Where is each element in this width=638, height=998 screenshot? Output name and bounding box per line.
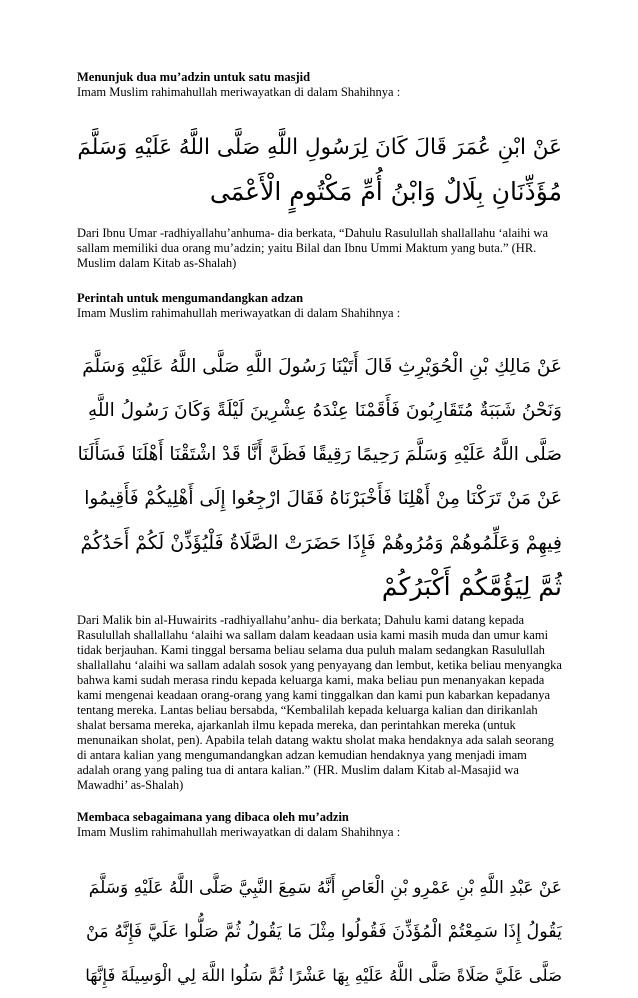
section-adzan-command	[77, 291, 562, 793]
arabic-line: عَنْ مَالِكِ بْنِ الْحُوَيْرِثِ قَالَ أَتَيْنَا رَسُولَ اللَّهِ صَلَّى اللَّهُ عَلَيْهِ وَسَلَّمَ	[82, 356, 562, 377]
section-heading: Perintah untuk mengumandangkan adzan	[77, 291, 304, 305]
section-intro: Imam Muslim rahimahullah meriwayatkan di dalam Shahihnya :	[77, 825, 401, 839]
hadith-arabic-text	[77, 126, 562, 214]
arabic-line: صَلَّى عَلَيَّ صَلَاةً صَلَّى اللَّهُ عَلَيْهِ بِهَا عَشْرًا ثُمَّ سَلُوا اللَّهَ لِي الْوَسِيلَةَ فَإِنَّهَا	[85, 966, 562, 985]
arabic-line: صَلَّى اللَّهُ عَلَيْهِ وَسَلَّمَ رَحِيمًا رَقِيقًا فَظَنَّ أَنَّا قَدْ اشْتَقْنَا أَهْلَنَا فَسَأَلَنَا	[77, 444, 562, 465]
hadith-translation: Dari Ibnu Umar -radhiyallahu’anhuma- dia berkata, “Dahulu Rasulullah shallallahu ‘alaihi wa sallam memiliki dua orang mu’adzin; yaitu Bilal dan Ibnu Ummi Maktum yang buta.” (HR. Muslim dalam Kitab as-Shalah)	[77, 226, 549, 270]
document-page	[77, 70, 562, 998]
hadith-arabic-text	[77, 345, 562, 609]
arabic-line: ثُمَّ لِيَؤُمَّكُمْ أَكْبَرُكُمْ	[381, 572, 562, 601]
section-heading: Membaca sebagaimana yang dibaca oleh mu’adzin	[77, 810, 349, 824]
arabic-line: يَقُولُ إِذَا سَمِعْتُمْ الْمُؤَذِّنَ فَقُولُوا مِثْلَ مَا يَقُولُ ثُمَّ صَلُّوا عَلَيَّ فَإِنَّهُ مَنْ	[85, 922, 562, 942]
section-intro: Imam Muslim rahimahullah meriwayatkan di dalam Shahihnya :	[77, 306, 401, 320]
arabic-line: فِيهِمْ وَعَلِّمُوهُمْ وَمُرُوهُمْ فَإِذَا حَضَرَتْ الصَّلَاةُ فَلْيُؤَذِّنْ لَكُمْ أَحَدُكُمْ	[80, 532, 562, 554]
hadith-arabic-text	[77, 866, 562, 998]
arabic-line: وَنَحْنُ شَبَبَةٌ مُتَقَارِبُونَ فَأَقَمْنَا عِنْدَهُ عِشْرِينَ لَيْلَةً وَكَانَ رَسُولُ اللَّهِ	[87, 400, 562, 421]
arabic-line: عَنْ مَنْ تَرَكْنَا مِنْ أَهْلِنَا فَأَخْبَرْنَاهُ فَقَالَ ارْجِعُوا إِلَى أَهْلِيكُمْ فَأَقِيمُوا	[84, 488, 562, 509]
hadith-translation: Dari Malik bin al-Huwairits -radhiyallahu’anhu- dia berkata; Dahulu kami datang kepada Rasulullah shallallahu ‘alaihi wa sallam dalam keadaan usia kami masih muda dan umur kami tidak berjauhan. Kami tinggal bersama beliau selama dua puluh malam sedangkan Rasulullah shallallahu ‘alaihi wa sallam adalah sosok yang penyayang dan lembut, ketika beliau menyangka bahwa kami sudah merasa rindu kepada keluarga kami, maka beliau pun menanyakan kepada kami mengenai keadaan orang-orang yang kami tinggalkan dan kami pun kabarkan kepadanya tentang mereka. Lantas beliau bersabda, “Kembalilah kepada keluarga kalian dan dirikanlah shalat bersama mereka, ajarkanlah ilmu kepada mereka, dan perintahkan mereka (untuk menunaikan sholat, pen). Apabila telah datang waktu sholat maka hendaknya ada salah seorang di antara kalian yang mengumandangkan adzan kemudian hendaknya yang menjadi imam adalah orang yang paling tua di antara kalian.” (HR. Muslim dalam Kitab al-Masajid wa Mawadhi’ as-Shalah)	[77, 613, 562, 792]
arabic-line: مُؤَذِّنَانِ بِلَالٌ وَابْنُ أُمِّ مَكْتُومٍ الْأَعْمَى	[209, 177, 562, 206]
arabic-line: عَنْ عَبْدِ اللَّهِ بْنِ عَمْرِو بْنِ الْعَاصِ أَنَّهُ سَمِعَ النَّبِيَّ صَلَّى اللَّهُ عَلَيْهِ وَسَلَّمَ	[88, 878, 562, 898]
section-heading: Menunjuk dua mu’adzin untuk satu masjid	[77, 70, 311, 84]
section-repeat-muadzin	[77, 810, 562, 998]
arabic-line: عَنْ ابْنِ عُمَرَ قَالَ كَانَ لِرَسُولِ اللَّهِ صَلَّى اللَّهُ عَلَيْهِ وَسَلَّمَ	[77, 135, 562, 160]
section-intro: Imam Muslim rahimahullah meriwayatkan di dalam Shahihnya :	[77, 85, 401, 99]
section-two-muadzin	[77, 70, 562, 271]
